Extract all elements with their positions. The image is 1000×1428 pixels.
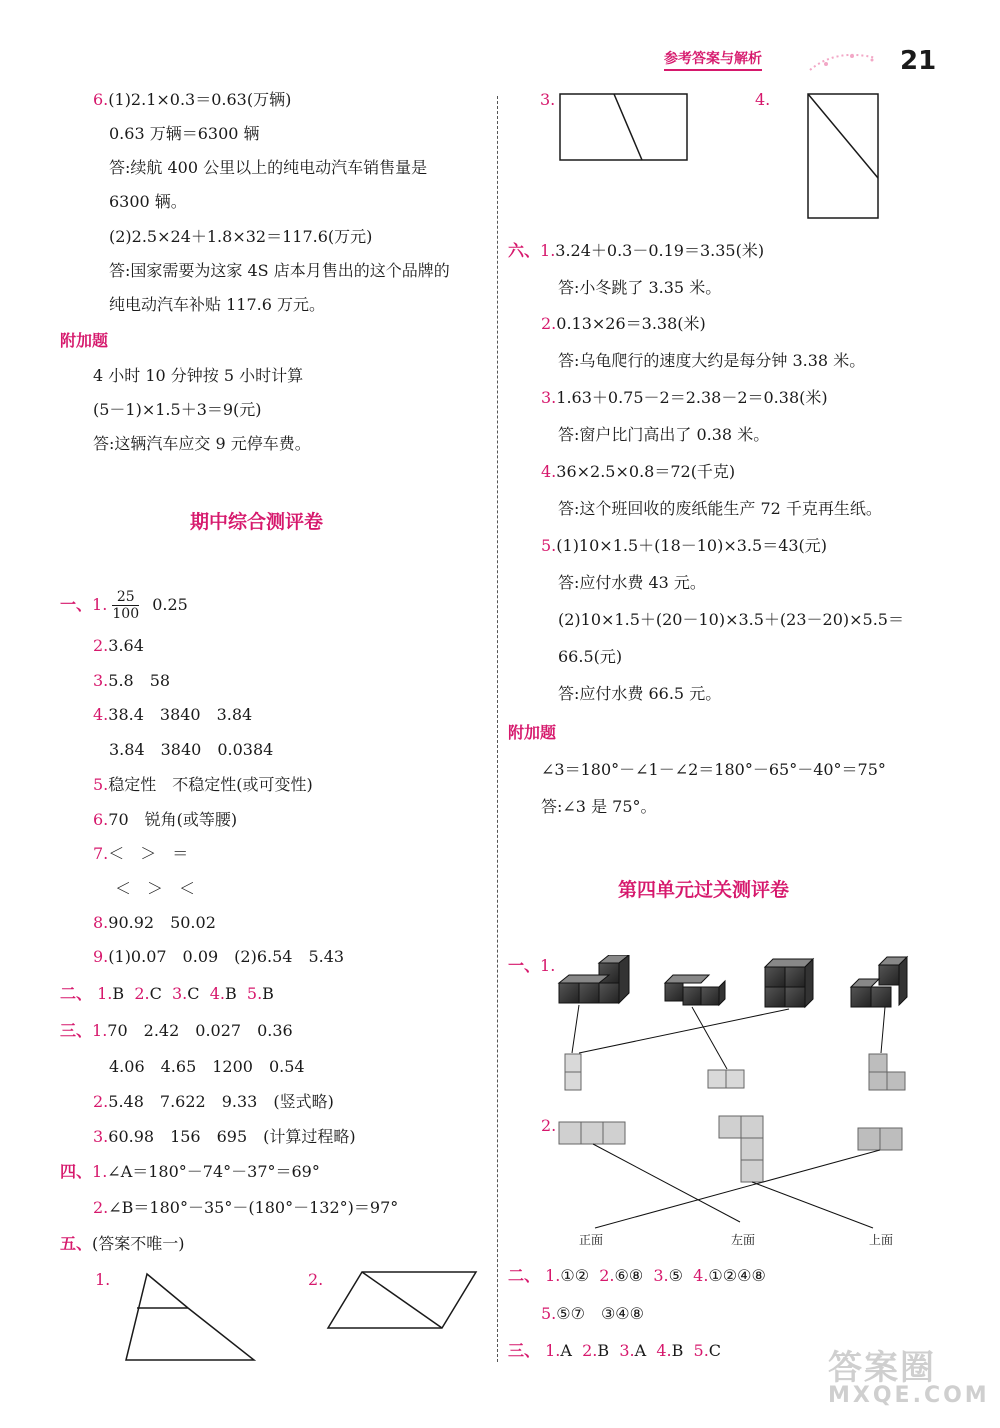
answer-line: 8.90.92 50.02 [93,913,216,932]
answer-line: 2.∠B＝180°－35°－(180°－132°)＝97° [93,1198,399,1217]
answer-line: 一、1. [508,956,556,975]
fraction: $\frac{25}{100}$ [112,589,140,622]
view-result-3 [869,1054,905,1090]
answer-line: 三、 1.A 2.B 3.A 4.B 5.C [508,1341,722,1360]
answer-line: 9.(1)0.07 0.09 (2)6.54 5.43 [93,947,345,966]
cube-solid-2 [665,975,725,1005]
answer-line: 答:∠3 是 75°。 [541,797,657,816]
view-label-left: 左面 [731,1233,756,1247]
answer-line: ＜ ＞ ＜ [115,879,196,898]
answer-line: (2)2.5×24＋1.8×32＝117.6(万元) [109,227,373,246]
view-result-2 [708,1070,744,1088]
figure-label: 1. [95,1270,111,1289]
answer-line: 答:这辆汽车应交 9 元停车费。 [93,434,311,453]
answer-line: ∠3＝180°－∠1－∠2＝180°－65°－40°＝75° [541,760,886,779]
parallelogram-division-figure [320,1268,480,1334]
view-shape-pair [858,1128,902,1150]
trapezoid-division-figure [108,1270,258,1364]
extra-title: 附加题 [508,723,557,742]
answer-line: 3.1.63＋0.75－2＝2.38－2＝0.38(米) [541,388,828,407]
figure-label: 3. [540,90,556,109]
answer-line: 6.70 锐角(或等腰) [93,810,238,829]
answer-line: 答:国家需要为这家 4S 店本月售出的这个品牌的 [109,261,450,280]
answer-line: 答:乌龟爬行的速度大约是每分钟 3.38 米。 [558,351,866,370]
cube-view-matching-figure [555,955,915,1095]
answer-line: 5.稳定性 不稳定性(或可变性) [93,775,313,794]
header-decoration [806,44,888,76]
unit-title: 第四单元过关测评卷 [618,879,790,901]
three-view-matching-figure [555,1112,915,1232]
answer-line: 四、1.∠A＝180°－74°－37°＝69° [60,1162,320,1181]
answer-line: 答:这个班回收的废纸能生产 72 千克再生纸。 [558,499,882,518]
answer-line: 三、1.70 2.42 0.027 0.36 [60,1021,293,1040]
watermark-url: MXQE.COM [828,1383,990,1408]
watermark-text: 答案圈 [828,1348,936,1388]
answer-line: 66.5(元) [558,647,623,666]
view-label-top: 上面 [869,1233,894,1247]
answer-line: 纯电动汽车补贴 117.6 万元。 [109,295,325,314]
answer-line: 4.36×2.5×0.8＝72(千克) [541,462,736,481]
answer-line: 答:小冬跳了 3.35 米。 [558,278,722,297]
cube-solid-3 [765,959,813,1007]
rectangle-division-figure [558,92,690,164]
rectangle-diagonal-figure [806,92,882,222]
cube-solid-1 [559,955,629,1003]
header-label: 参考答案与解析 [664,48,762,71]
answer-line: 4 小时 10 分钟按 5 小时计算 [93,366,304,385]
figure-label: 4. [755,90,771,109]
figure-label: 2. [308,1270,324,1289]
answer-line: 六、1.3.24＋0.3－0.19＝3.35(米) [508,241,765,260]
answer-line: 3.60.98 156 695 (计算过程略) [93,1127,356,1146]
figure-label: 2. [541,1116,557,1135]
answer-line: (2)10×1.5＋(20－10)×3.5＋(23－20)×5.5＝ [558,610,904,629]
answer-line: 答:续航 400 公里以上的纯电动汽车销售量是 [109,158,428,177]
view-shape-row [559,1122,625,1144]
answer-line: 7.＜ ＞ ＝ [93,844,189,863]
answer-line: 4.06 4.65 1200 0.54 [109,1057,305,1076]
answer-line: 2.5.48 7.622 9.33 (竖式略) [93,1092,334,1111]
view-result-1 [565,1054,581,1090]
watermark [828,1340,990,1408]
extra-title: 附加题 [60,331,109,350]
answer-line: 答:应付水费 43 元。 [558,573,706,592]
view-shape-column [719,1116,763,1182]
answer-line: 3.5.8 58 [93,671,171,690]
answer-line: 答:应付水费 66.5 元。 [558,684,722,703]
answer-line: 一、1. $\frac{25}{100}$ 0.25 [60,589,188,622]
answer-line: 3.84 3840 0.0384 [109,740,274,759]
exam-title: 期中综合测评卷 [190,511,324,533]
answer-line: 5.⑤⑦ ③④⑧ [541,1304,644,1323]
answer-line: 2.3.64 [93,636,144,655]
answer-line: 五、(答案不唯一) [60,1234,185,1253]
column-divider [497,96,498,1362]
answer-line: 二、 1.B 2.C 3.C 4.B 5.B [60,984,274,1003]
answer-line: 0.63 万辆＝6300 辆 [109,124,260,143]
answer-line: (5－1)×1.5＋3＝9(元) [93,400,262,419]
answer-line: 6300 辆。 [109,192,187,211]
answer-line: 2.0.13×26＝3.38(米) [541,314,706,333]
answer-line: 4.38.4 3840 3.84 [93,705,253,724]
view-label-front: 正面 [579,1233,604,1247]
answer-line: 二、 1.①② 2.⑥⑧ 3.⑤ 4.①②④⑧ [508,1266,766,1285]
answer-line: 6.(1)2.1×0.3＝0.63(万辆) [93,90,292,109]
page-number: 21 [900,46,937,76]
cube-solid-4 [851,957,907,1007]
answer-line: 5.(1)10×1.5＋(18－10)×3.5＝43(元) [541,536,828,555]
answer-line: 答:窗户比门高出了 0.38 米。 [558,425,770,444]
